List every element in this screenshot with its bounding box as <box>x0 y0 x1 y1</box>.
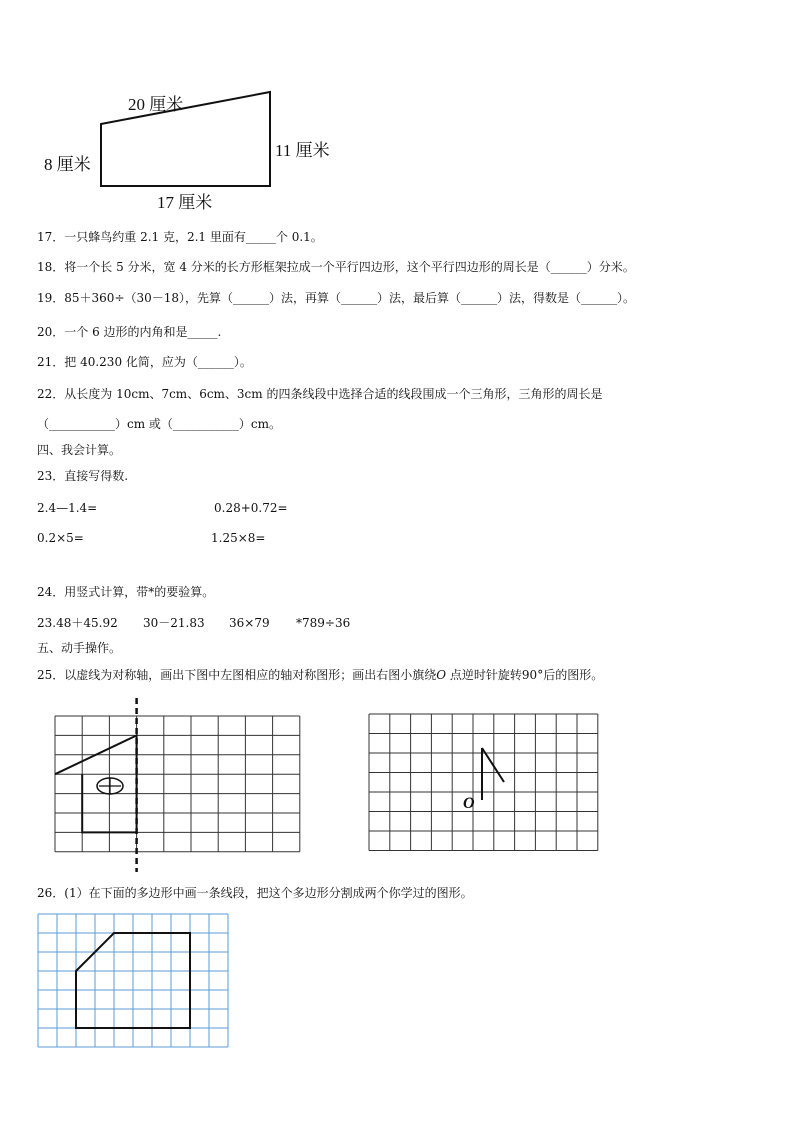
section-4-heading: 四、我会计算。 <box>37 443 122 457</box>
trapezoid-top-label: 20 厘米 <box>128 95 184 114</box>
question-23: 23．直接写得数. <box>37 469 129 483</box>
question-26: 26．(1）在下面的多边形中画一条线段，把这个多边形分割成两个你学过的图形。 <box>37 886 473 900</box>
calc-item-4: 1.25×8= <box>211 531 266 545</box>
question-20: 20．一个 6 边形的内角和是_____. <box>37 325 222 339</box>
vertical-calc-3: 36×79 <box>229 616 270 630</box>
question-24: 24．用竖式计算，带*的要验算。 <box>37 585 215 599</box>
vertical-calc-2: 30－21.83 <box>143 616 205 630</box>
vertical-calc-4: *789÷36 <box>296 616 351 630</box>
question-22: 22．从长度为 10cm、7cm、6cm、3cm 的四条线段中选择合适的线段围成一个三角形，三角形的周长是 <box>37 387 603 401</box>
calc-item-1: 2.4—1.4= <box>37 501 98 515</box>
section-5-heading: 五、动手操作。 <box>37 641 122 655</box>
vertical-calc-1: 23.48＋45.92 <box>37 616 118 630</box>
question-25: 25．以虚线为对称轴，画出下图中左图相应的轴对称图形；画出右图小旗绕𝑂 点逆时针旋转90°后的图形。 <box>37 668 604 682</box>
question-18: 18．将一个长 5 分米，宽 4 分米的长方形框架拉成一个平行四边形，这个平行四边形的周长是（______）分米。 <box>37 260 635 274</box>
rotation-point-label: O <box>463 795 475 812</box>
trapezoid-right-label: 11 厘米 <box>275 141 330 160</box>
trapezoid-bottom-label: 17 厘米 <box>157 193 213 212</box>
trapezoid-left-label: 8 厘米 <box>44 155 91 174</box>
calc-item-3: 0.2×5= <box>37 531 84 545</box>
question-22-blanks: （___________）cm 或（___________）cm。 <box>37 417 282 431</box>
question-19: 19．85＋360÷（30－18），先算（______）法，再算（______）法，最后算（______）法，得数是（______）。 <box>37 291 636 305</box>
calc-item-2: 0.28+0.72= <box>214 501 288 515</box>
question-21: 21．把 40.230 化简，应为（______）。 <box>37 355 252 369</box>
question-17: 17．一只蜂鸟约重 2.1 克，2.1 里面有_____个 0.1。 <box>37 230 323 244</box>
